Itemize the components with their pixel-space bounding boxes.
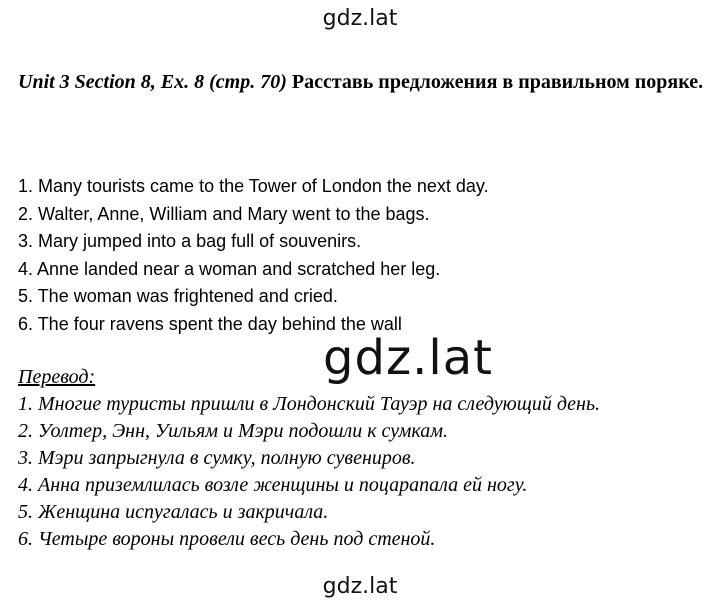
watermark-bottom: gdz.lat: [322, 574, 398, 599]
english-sentence-2: 2. Walter, Anne, William and Mary went to the bags.: [18, 203, 430, 224]
translation-section: [18, 364, 600, 553]
exercise-instruction: Расставь предложения в правильном поряке.: [286, 71, 704, 93]
exercise-heading: [18, 68, 708, 96]
english-sentence-4: 4. Anne landed near a woman and scratched her leg.: [18, 258, 441, 279]
translation-sentence-5: 5. Женщина испугалась и закричала.: [18, 501, 329, 523]
translation-label: Перевод:: [18, 366, 96, 388]
translation-sentence-1: 1. Многие туристы пришли в Лондонский Тауэр на следующий день.: [18, 393, 601, 415]
english-sentence-1: 1. Many tourists came to the Tower of London the next day.: [18, 176, 489, 196]
translation-sentence-4: 4. Анна приземлилась возле женщины и поцарапала ей ногу.: [18, 474, 528, 496]
exercise-reference: Unit 3 Section 8, Ex. 8 (стр. 70): [18, 71, 287, 93]
english-sentence-5: 5. The woman was frightened and cried.: [18, 286, 338, 306]
translation-sentence-6: 6. Четыре вороны провели весь день под стеной.: [18, 528, 436, 550]
translation-sentence-list: [18, 391, 600, 553]
english-sentence-3: 3. Mary jumped into a bag full of souvenirs.: [18, 231, 362, 251]
translation-sentence-2: 2. Уолтер, Энн, Уильям и Мэри подошли к сумкам.: [18, 420, 449, 442]
english-sentence-6: 6. The four ravens spent the day behind the wall: [18, 313, 402, 334]
translation-sentence-3: 3. Мэри запрыгнула в сумку, полную сувениров.: [18, 447, 416, 469]
watermark-top: gdz.lat: [322, 6, 398, 31]
english-sentence-list: [18, 173, 489, 338]
watermark-middle: gdz.lat: [323, 330, 493, 386]
